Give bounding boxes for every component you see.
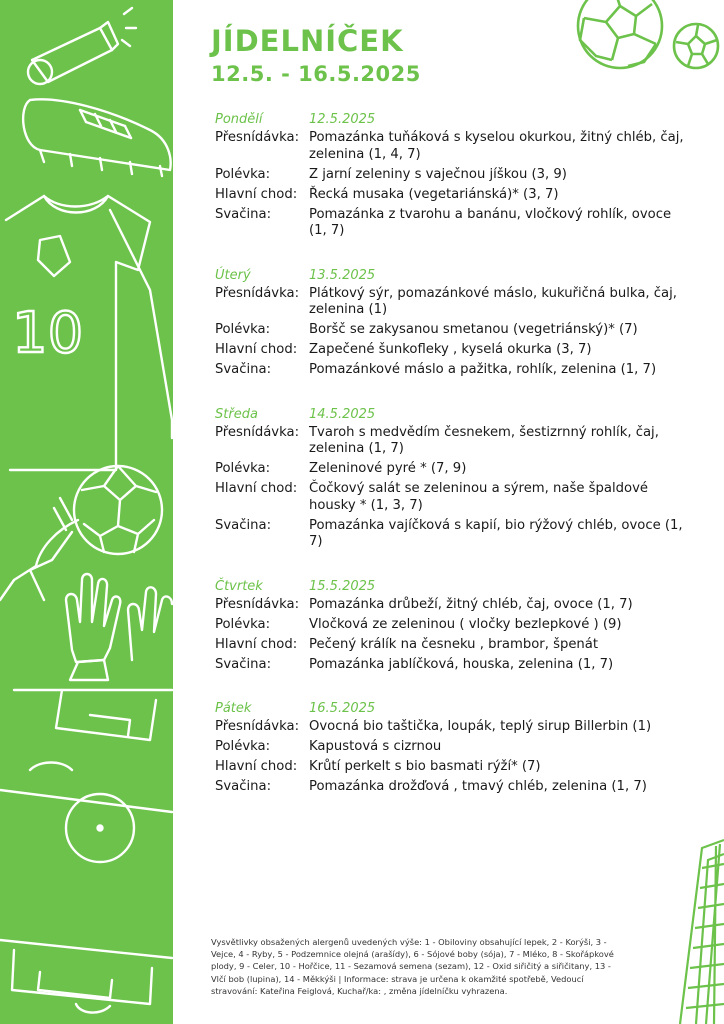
- decorative-sidebar: [0, 0, 173, 1024]
- football-illustrations: [0, 0, 173, 1024]
- meal-row: [215, 617, 685, 634]
- meal-row: [215, 425, 685, 458]
- meal-value: Tvaroh s medvědím česnekem, šestizrnný rohlík, čaj, zelenina (1, 7): [309, 424, 659, 456]
- football-corner-icon: [572, 0, 724, 72]
- day-date: 12.5.2025: [309, 112, 376, 127]
- meal-row: [215, 286, 685, 319]
- meal-label: Přesnídávka:: [215, 130, 300, 145]
- meal-value: Ovocná bio taštička, loupák, teplý sirup Billerbin (1): [309, 719, 652, 734]
- meal-value: Boršč se zakysanou smetanou (vegetriánský)* (7): [309, 322, 638, 337]
- meal-label: Přesnídávka:: [215, 424, 300, 440]
- meal-row: [215, 719, 685, 736]
- football-pitch-icon: [0, 690, 172, 1013]
- meal-row: [215, 362, 685, 379]
- meal-label: Svačina:: [215, 656, 272, 672]
- meal-row: [215, 130, 685, 163]
- meal-row: [215, 779, 685, 796]
- meal-label: Polévka:: [215, 739, 271, 754]
- meal-row: [215, 187, 685, 204]
- meal-value: Krůtí perkelt s bio basmati rýží* (7): [309, 759, 541, 774]
- weekly-menu: [215, 105, 685, 817]
- meal-label: Přesnídávka:: [215, 719, 300, 734]
- meal-label: Svačina:: [215, 362, 272, 377]
- allergen-footnote: Vysvětlivky obsažených alergenů uvedených výše: 1 - Obiloviny obsahující lepek, 2 - Korýši, 3 - Vejce, 4 - Ryby, 5 - Podzemnice olejná (arašídy), 6 - Sójové boby (sója), 7 - Mléko, 8 - Skořápkové plody, 9 - Celer, 10 - Hořčice, 11 - Sezamová semena (sezam), 12 - Oxid siřičitý a siřičitany, 13 - Vlčí bob (lupina), 14 - Měkkýši | Informace: strava je určena k okamžité spotřebě, Vedoucí stravování: Kateřina Feiglová, Kuchař/ka: , změna jídelníčku vyhrazena.: [211, 937, 614, 996]
- day-tuesday: [215, 261, 685, 379]
- meal-label: Polévka:: [215, 322, 271, 337]
- meal-label: Svačina:: [215, 779, 272, 794]
- meal-label: Polévka:: [215, 166, 271, 182]
- meal-label: Polévka:: [215, 461, 271, 476]
- meal-row: [215, 739, 685, 756]
- meal-label: Hlavní chod:: [215, 481, 298, 496]
- day-date: 13.5.2025: [309, 267, 376, 283]
- meal-row: [215, 167, 685, 184]
- day-name: Pondělí: [215, 112, 263, 127]
- day-name: Úterý: [215, 267, 251, 283]
- meal-value: Pomazánka tuňáková s kyselou okurkou, žitný chléb, čaj, zelenina (1, 4, 7): [309, 130, 684, 162]
- day-monday: [215, 105, 685, 240]
- day-wednesday: [215, 400, 685, 551]
- meal-row: [215, 207, 685, 240]
- day-name: Čtvrtek: [215, 578, 263, 594]
- meal-value: Pomazánkové máslo a pažitka, rohlík, zelenina (1, 7): [309, 362, 657, 377]
- day-name: Středa: [215, 406, 258, 422]
- meal-label: Hlavní chod:: [215, 636, 298, 652]
- meal-label: Přesnídávka:: [215, 285, 300, 301]
- meal-value: Pomazánka drůbeží, žitný chléb, čaj, ovoce (1, 7): [309, 596, 633, 612]
- meal-value: Z jarní zeleniny s vaječnou jíškou (3, 9): [309, 166, 567, 182]
- meal-value: Pomazánka z tvarohu a banánu, vločkový rohlík, ovoce (1, 7): [309, 206, 672, 238]
- meal-row: [215, 518, 685, 551]
- meal-label: Svačina:: [215, 206, 272, 222]
- meal-row: [215, 657, 685, 674]
- meal-value: Pečený králík na česneku , brambor, špenát: [309, 636, 599, 652]
- meal-label: Hlavní chod:: [215, 759, 298, 774]
- meal-row: [215, 637, 685, 654]
- meal-label: Hlavní chod:: [215, 342, 298, 357]
- day-thursday: [215, 572, 685, 674]
- meal-row: [215, 597, 685, 614]
- whistle-icon: [28, 8, 136, 84]
- shirt-number: 10: [12, 301, 84, 366]
- boot-icon: [23, 99, 170, 176]
- meal-value: Zeleninové pyré * (7, 9): [309, 461, 467, 476]
- meal-row: [215, 759, 685, 776]
- meal-label: Přesnídávka:: [215, 596, 300, 612]
- day-date: 16.5.2025: [309, 701, 376, 716]
- meal-row: [215, 461, 685, 478]
- meal-value: Pomazánka jablíčková, houska, zelenina (1, 7): [309, 656, 614, 672]
- meal-row: [215, 322, 685, 339]
- goalkeeper-gloves-icon: [66, 574, 172, 680]
- day-friday: [215, 694, 685, 796]
- meal-value: Plátkový sýr, pomazánkové máslo, kukuřičná bulka, čaj, zelenina (1): [309, 285, 677, 317]
- meal-row: [215, 342, 685, 359]
- week-date-range: 12.5. - 16.5.2025: [211, 62, 421, 86]
- meal-label: Hlavní chod:: [215, 186, 298, 202]
- meal-value: Pomazánka drožďová , tmavý chléb, zelenina (1, 7): [309, 779, 647, 794]
- meal-value: Kapustová s cizrnou: [309, 739, 442, 754]
- day-date: 15.5.2025: [309, 578, 376, 594]
- meal-value: Řecká musaka (vegetariánská)* (3, 7): [309, 186, 559, 202]
- page-title: JÍDELNÍČEK: [211, 24, 404, 58]
- meal-label: Svačina:: [215, 517, 272, 533]
- meal-value: Pomazánka vajíčková s kapií, bio rýžový chléb, ovoce (1, 7): [309, 517, 683, 549]
- meal-value: Vločková ze zeleninou ( vločky bezlepkové ) (9): [309, 616, 622, 632]
- meal-label: Polévka:: [215, 616, 271, 632]
- day-date: 14.5.2025: [309, 406, 376, 422]
- meal-value: Čočkový salát se zeleninou a sýrem, naše špaldové housky * (1, 3, 7): [309, 481, 648, 513]
- meal-value: Zapečené šunkofleky , kyselá okurka (3, 7): [309, 342, 592, 357]
- day-name: Pátek: [215, 701, 252, 716]
- meal-row: [215, 481, 685, 514]
- goal-net-icon: [672, 838, 724, 1024]
